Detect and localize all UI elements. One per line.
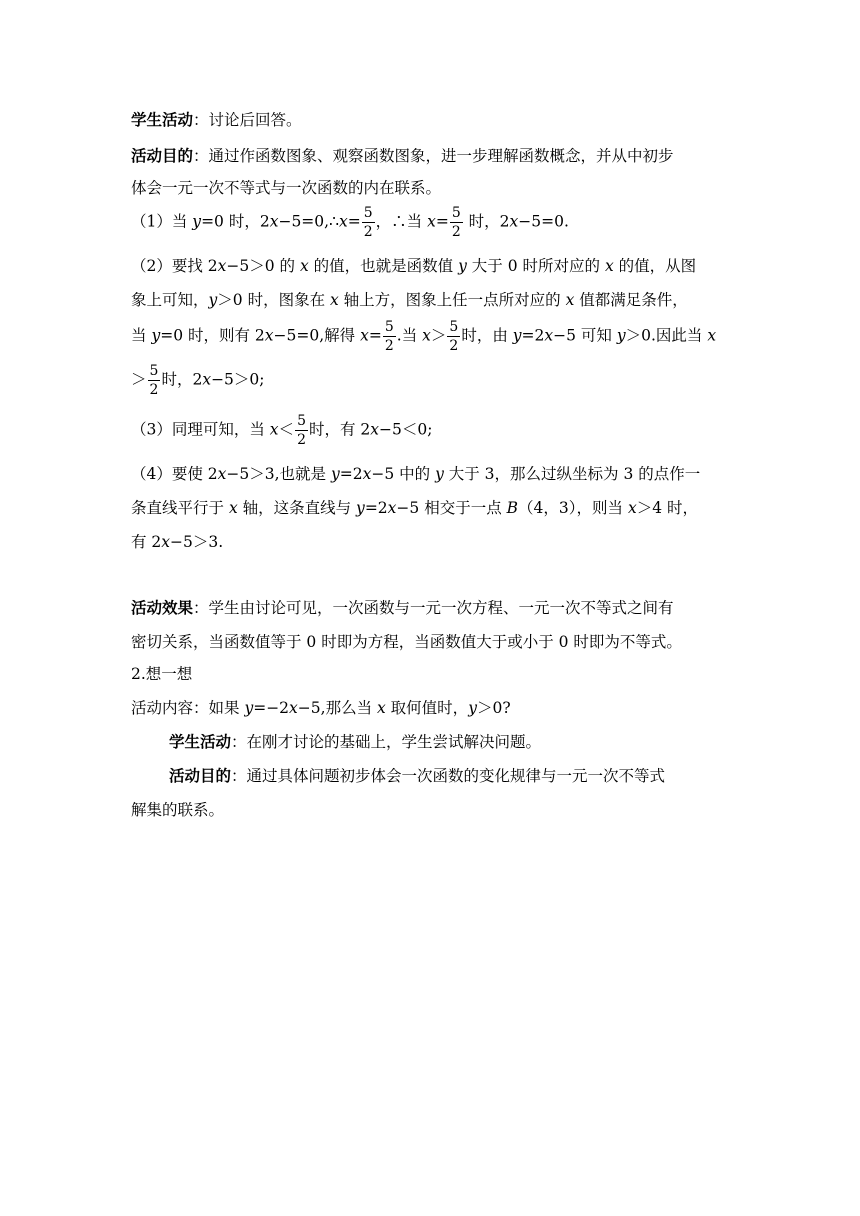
text: −5＜0; xyxy=(379,420,433,439)
var-y: y xyxy=(435,465,444,483)
var-x: x xyxy=(422,326,431,345)
var-x: x xyxy=(627,499,637,517)
numerator: 5 xyxy=(149,363,159,379)
text: 轴，这条直线与 xyxy=(237,499,357,517)
text: 时，有 2 xyxy=(308,420,371,439)
denominator: 2 xyxy=(384,338,394,354)
text: 时，由 xyxy=(461,326,513,345)
text: 的值，从图 xyxy=(613,257,697,275)
text: 大于 3，那么过纵坐标为 3 的点作一 xyxy=(443,465,701,483)
numerator: 5 xyxy=(363,205,373,221)
text: 当 xyxy=(131,326,152,345)
text: （4）要使 2 xyxy=(131,465,218,483)
text: 时，2 xyxy=(463,212,510,231)
var-x: x xyxy=(370,420,380,439)
paragraph-2-line-1 xyxy=(131,254,696,276)
var-x: x xyxy=(427,212,436,231)
text: .当 xyxy=(396,326,423,345)
var-x: x xyxy=(330,291,339,309)
var-x: x xyxy=(289,699,298,717)
text: 时，2 xyxy=(161,370,203,389)
text: （3）同理可知，当 xyxy=(131,420,270,439)
denominator: 2 xyxy=(451,224,461,240)
text: 大于 0 时所对应的 xyxy=(466,257,605,275)
var-x: x xyxy=(299,257,309,275)
text: 条直线平行于 xyxy=(131,499,229,517)
point-b: B xyxy=(506,499,519,517)
var-y: y xyxy=(208,291,218,309)
activity-goal-text-cont: 解集的联系。 xyxy=(131,801,225,819)
activity-goal-text: ：通过具体问题初步体会一次函数的变化规律与一元一次不等式 xyxy=(231,767,666,785)
paragraph-2-line-3 xyxy=(131,320,716,353)
var-y: y xyxy=(616,326,626,345)
var-x: x xyxy=(338,212,348,231)
var-y: y xyxy=(244,699,254,717)
text: 取何值时， xyxy=(385,699,469,717)
student-activity-label: 学生活动 xyxy=(169,732,232,751)
numerator: 5 xyxy=(297,413,306,429)
text: ，∴当 xyxy=(375,212,428,231)
var-y: y xyxy=(151,326,161,345)
denominator: 2 xyxy=(149,382,159,398)
student-activity-2-line xyxy=(169,730,541,752)
var-x: x xyxy=(509,212,519,231)
text: （1）当 xyxy=(131,212,193,231)
text: （2）要找 2 xyxy=(131,257,218,275)
paragraph-4-line-1 xyxy=(131,462,700,484)
text: =−2 xyxy=(253,699,290,717)
var-x: x xyxy=(604,257,614,275)
text: −5=0. xyxy=(518,212,569,231)
activity-effect-line-1 xyxy=(131,596,674,618)
text: −5,那么当 xyxy=(297,699,377,717)
text: =0 时，2 xyxy=(201,212,270,231)
activity-goal-label: 活动目的 xyxy=(131,146,194,165)
var-x: x xyxy=(360,326,369,345)
section-2-title: 2.想一想 xyxy=(131,665,193,683)
paragraph-1 xyxy=(131,206,569,239)
activity-goal-2-line-2 xyxy=(131,798,224,820)
var-x: x xyxy=(161,533,171,551)
text: =2 xyxy=(521,326,545,345)
var-x: x xyxy=(269,420,279,439)
student-activity-line xyxy=(131,108,302,130)
fraction xyxy=(362,206,375,239)
text: 轴上方，图象上任一点所对应的 xyxy=(338,291,566,309)
denominator: 2 xyxy=(449,338,459,354)
denominator: 2 xyxy=(297,432,306,448)
text: −5=0,解得 xyxy=(273,326,361,345)
text: ＞0.因此当 xyxy=(625,326,708,345)
text: = xyxy=(347,212,361,231)
section-title xyxy=(131,662,192,684)
activity-effect-text-cont: 密切关系，当函数值等于 0 时即为方程，当函数值大于或小于 0 时即为不等式。 xyxy=(131,633,682,651)
text: ＞0? xyxy=(476,699,511,717)
var-y: y xyxy=(458,257,467,275)
var-x: x xyxy=(217,465,227,483)
denominator: 2 xyxy=(363,224,373,240)
text: = xyxy=(368,326,382,345)
var-y: y xyxy=(330,465,340,483)
activity-goal-label: 活动目的 xyxy=(169,766,232,785)
var-y: y xyxy=(512,326,522,345)
var-x: x xyxy=(264,326,274,345)
activity-goal-line-2 xyxy=(131,176,441,198)
text: =2 xyxy=(339,465,363,483)
fraction xyxy=(447,320,460,353)
fraction xyxy=(295,414,308,447)
text: 的值，也就是函数值 xyxy=(308,257,459,275)
activity-goal-line-1 xyxy=(131,144,674,166)
student-activity-text: ：讨论后回答。 xyxy=(193,111,302,129)
var-x: x xyxy=(217,257,227,275)
text: ＞4 时， xyxy=(636,499,698,517)
activity-goal-text: ：通过作函数图象、观察函数图象，进一步理解函数概念，并从中初步 xyxy=(193,147,674,165)
text: ＞ xyxy=(131,370,147,389)
student-activity-label: 学生活动 xyxy=(131,110,194,129)
text: −5 可知 xyxy=(553,326,617,345)
text: 象上可知， xyxy=(131,291,209,309)
var-x: x xyxy=(362,465,372,483)
text: ＜ xyxy=(278,420,295,439)
paragraph-4-line-3 xyxy=(131,530,223,552)
numerator: 5 xyxy=(449,319,459,335)
text: −5=0,∴ xyxy=(278,212,339,231)
var-x: x xyxy=(228,499,238,517)
text: 有 2 xyxy=(131,533,162,551)
text: =2 xyxy=(364,499,388,517)
fraction xyxy=(450,206,463,239)
paragraph-3 xyxy=(131,414,432,447)
paragraph-4-line-2 xyxy=(131,496,698,518)
text: −5＞0 的 xyxy=(226,257,300,275)
activity-effect-label: 活动效果 xyxy=(131,598,194,617)
text: 活动内容：如果 xyxy=(131,699,245,717)
activity-content-line xyxy=(131,696,511,718)
activity-goal-text-cont: 体会一元一次不等式与一次函数的内在联系。 xyxy=(131,179,442,197)
var-x: x xyxy=(565,291,575,309)
var-y: y xyxy=(192,212,202,231)
text: −5 中的 xyxy=(371,465,436,483)
text: ＞ xyxy=(430,326,447,345)
text: −5 相交于一点 xyxy=(396,499,507,517)
text: −5＞3. xyxy=(170,533,224,551)
var-x: x xyxy=(202,370,212,389)
var-x: x xyxy=(387,499,397,517)
var-x: x xyxy=(544,326,554,345)
var-x: x xyxy=(377,699,386,717)
activity-goal-2-line-1 xyxy=(169,764,665,786)
text: = xyxy=(435,212,449,231)
text: −5＞3,也就是 xyxy=(226,465,331,483)
student-activity-text: ：在刚才讨论的基础上，学生尝试解决问题。 xyxy=(231,733,542,751)
activity-effect-text: ：学生由讨论可见，一次函数与一元一次方程、一元一次不等式之间有 xyxy=(193,599,674,617)
numerator: 5 xyxy=(451,205,461,221)
text: ＞0 时，图象在 xyxy=(217,291,330,309)
fraction xyxy=(148,364,161,397)
paragraph-2-line-2 xyxy=(131,288,688,310)
numerator: 5 xyxy=(384,319,394,335)
text: （4，3），则当 xyxy=(518,499,628,517)
activity-effect-line-2 xyxy=(131,630,682,652)
fraction xyxy=(383,320,396,353)
paragraph-2-line-4 xyxy=(131,364,265,397)
var-y: y xyxy=(468,699,477,717)
text: 值都满足条件， xyxy=(574,291,688,309)
var-y: y xyxy=(356,499,365,517)
var-x: x xyxy=(707,326,717,345)
text: −5＞0; xyxy=(211,370,265,389)
var-x: x xyxy=(269,212,279,231)
text: =0 时，则有 2 xyxy=(160,326,265,345)
